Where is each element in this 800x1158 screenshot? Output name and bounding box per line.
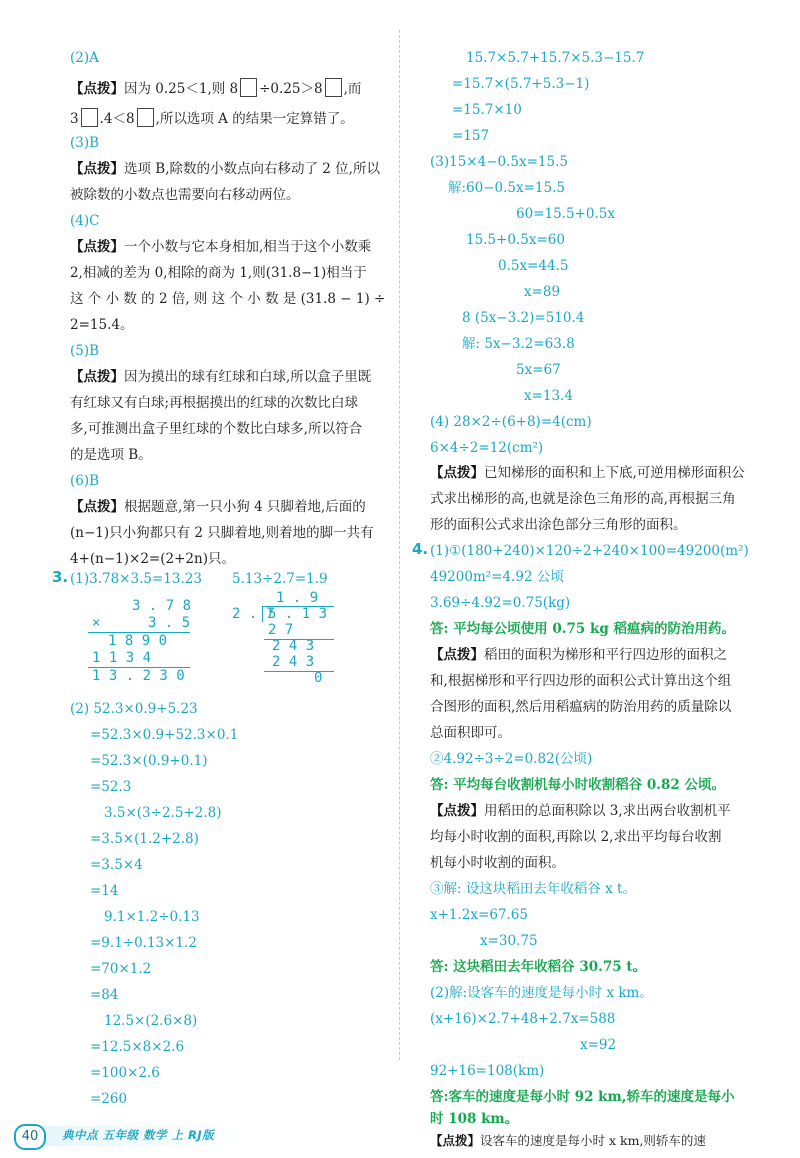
calc-line: =157	[452, 128, 490, 144]
blank-box	[81, 108, 98, 127]
tip-line: 【点拨】用稻田的总面积除以 3,求出两台收割机平	[430, 803, 731, 819]
page-number: 40	[14, 1124, 46, 1150]
tip-line: 均每小时收割的面积,再除以 2,求出平均每台收割	[430, 829, 722, 845]
tip-5-line2: 有红球又有白球;再根据摸出的红球的次数比白球	[70, 395, 359, 411]
calc-line: (2) 52.3×0.9+5.23	[70, 701, 198, 717]
tip-4-line1: 【点拨】一个小数与它本身相加,相当于这个小数乘	[70, 239, 372, 255]
equation-line: (2)解:设客车的速度是每小时 x km。	[430, 985, 653, 1001]
equation-line: 解:60−0.5x=15.5	[448, 180, 565, 196]
page-footer	[14, 1124, 254, 1146]
equation-line: 60=15.5+0.5x	[516, 206, 615, 222]
mult-row-1: 3 . 7 8	[132, 598, 192, 614]
div-row-2: 2 4 3	[272, 638, 315, 654]
calc-line: 3.5×(3÷2.5+2.8)	[104, 805, 222, 821]
answer-line: 答: 这块稻田去年收稻谷 30.75 t。	[430, 959, 647, 975]
calc-line: =14	[90, 883, 119, 899]
answer-line: 时 108 km。	[430, 1111, 519, 1127]
equation-line: x+1.2x=67.65	[430, 907, 528, 923]
equation-line: (x+16)×2.7+48+2.7x=588	[430, 1011, 616, 1027]
calc-line: =84	[90, 987, 119, 1003]
answer-2: (2)A	[70, 50, 99, 66]
tip-5-line1: 【点拨】因为摸出的球有红球和白球,所以盒子里既	[70, 369, 372, 385]
answer-4: (4)C	[70, 213, 100, 229]
question-number-3: 3.	[52, 568, 69, 586]
tip-q4-line2: 式求出梯形的高,也就是涂色三角形的高,再根据三角	[430, 491, 736, 507]
equation-line: 0.5x=44.5	[498, 258, 569, 274]
calc-line: =3.5×4	[90, 857, 143, 873]
answer-6: (6)B	[70, 473, 100, 489]
calc-line: =52.3×0.9+52.3×0.1	[90, 727, 239, 743]
q3-calc-2: 5.13÷2.7=1.9	[232, 571, 328, 587]
tip-4-line4: 2=15.4。	[70, 317, 134, 333]
answer-line: 答: 平均每公顷使用 0.75 kg 稻瘟病的防治用药。	[430, 621, 735, 637]
equation-line: 15.5+0.5x=60	[466, 232, 565, 248]
tip-2-line1: 【点拨】因为 0.25＜1,则 8 ÷0.25＞8 ,而	[70, 78, 361, 98]
blank-box	[325, 78, 342, 97]
tip-4-line2: 2,相减的差为 0,相除的商为 1,则(31.8−1)相当于	[70, 265, 367, 281]
calc-line: =70×1.2	[90, 961, 152, 977]
answer-5: (5)B	[70, 343, 100, 359]
tip-6-line2: (n−1)只小狗都只有 2 只脚着地,则着地的脚一共有	[70, 525, 374, 541]
div-row-4: 0	[314, 670, 323, 686]
answer-line: 答: 平均每台收割机每小时收割稻谷 0.82 公顷。	[430, 777, 725, 793]
div-dividend: 5 . 1 3	[268, 606, 328, 622]
equation-line: ③解: 设这块稻田去年收稻谷 x t。	[430, 881, 636, 897]
calc-line: =100×2.6	[90, 1065, 160, 1081]
mult-row-2: 3 . 5	[148, 615, 191, 631]
tip-q4-line1: 【点拨】已知梯形的面积和上下底,可逆用梯形面积公	[430, 465, 745, 481]
column-divider	[399, 30, 400, 1060]
q3-calc-1: (1)3.78×3.5=13.23	[70, 571, 202, 587]
blank-box	[240, 78, 257, 97]
calc-line: (4) 28×2÷(6+8)=4(cm)	[430, 414, 592, 430]
vertical-multiplication	[88, 598, 198, 684]
blank-box	[137, 108, 154, 127]
calc-line: (1)①(180+240)×120÷2+240×100=49200(m²)	[430, 543, 749, 559]
calc-line: =3.5×(1.2+2.8)	[90, 831, 199, 847]
tip-5-line3: 多,可推测出盒子里红球的个数比白球多,所以符合	[70, 421, 363, 437]
calc-line: =52.3×(0.9+0.1)	[90, 753, 208, 769]
tip-line: 【点拨】稻田的面积为梯形和平行四边形的面积之	[430, 647, 727, 663]
calc-line: =15.7×10	[452, 102, 522, 118]
equation-line: x=30.75	[480, 933, 538, 949]
mult-row-4: 1 1 3 4	[92, 650, 152, 666]
tip-line: 和,根据梯形和平行四边形的面积公式计算出这个组	[430, 673, 732, 689]
tip-6-line1: 【点拨】根据题意,第一只小狗 4 只脚着地,后面的	[70, 499, 366, 515]
long-division	[232, 590, 342, 686]
tip-6-line3: 4+(n−1)×2=(2+2n)只。	[70, 551, 235, 567]
calc-line: 15.7×5.7+15.7×5.3−15.7	[466, 50, 645, 66]
calc-line: 49200m²=4.92 公顷	[430, 569, 564, 585]
calc-line: 92+16=108(km)	[430, 1063, 545, 1079]
tip-line: 合图形的面积,然后用稻瘟病的防治用药的质量除以	[430, 699, 732, 715]
div-quotient: 1 . 9	[276, 590, 319, 606]
answer-3: (3)B	[70, 135, 100, 151]
equation-line: x=13.4	[524, 388, 573, 404]
calc-line: =260	[90, 1091, 128, 1107]
calc-line: 9.1×1.2÷0.13	[104, 909, 200, 925]
tip-line: 总面积即可。	[430, 725, 511, 741]
equation-line: 解: 5x−3.2=63.8	[462, 336, 575, 352]
calc-line: =15.7×(5.7+5.3−1)	[452, 76, 590, 92]
calc-line: =52.3	[90, 779, 132, 795]
answer-line: 答:客车的速度是每小时 92 km,轿车的速度是每小	[430, 1089, 735, 1105]
calc-line: =9.1÷0.13×1.2	[90, 935, 197, 951]
calc-line: 12.5×(2.6×8)	[104, 1013, 198, 1029]
div-line-2	[264, 671, 334, 672]
tip-2-line2: 3 .4＜8 ,所以选项 A 的结果一定算错了。	[70, 108, 354, 128]
div-divisor: 2 . 7	[232, 606, 275, 622]
equation-line: (3)15×4−0.5x=15.5	[430, 154, 568, 170]
equation-line: x=89	[524, 284, 561, 300]
calc-line: 3.69÷4.92=0.75(kg)	[430, 595, 571, 611]
equation-line: 8 (5x−3.2)=510.4	[462, 310, 585, 326]
div-row-1: 2 7	[268, 622, 294, 638]
tip-5-line4: 的是选项 B。	[70, 447, 152, 463]
question-number-4: 4.	[412, 540, 429, 558]
mult-row-3: 1 8 9 0	[108, 633, 168, 649]
mult-row-5: 1 3 . 2 3 0	[92, 668, 185, 684]
tip-label: 【点拨】	[70, 81, 124, 97]
div-row-3: 2 4 3	[272, 654, 315, 670]
tip-q4-line3: 形的面积公式求出涂色部分三角形的面积。	[430, 517, 687, 533]
tip-4-line3: 这 个 小 数 的 2 倍, 则 这 个 小 数 是 (31.8 − 1) ÷	[70, 291, 386, 307]
mult-sign: ×	[92, 615, 101, 631]
equation-line: 5x=67	[516, 362, 561, 378]
equation-line: x=92	[580, 1037, 617, 1053]
calc-line: 6×4÷2=12(cm²)	[430, 440, 544, 456]
book-title: 典中点 五年级 数学 上 RJ版	[62, 1128, 215, 1142]
calc-line: =12.5×8×2.6	[90, 1039, 185, 1055]
tip-3-line2: 被除数的小数点也需要向右移动两位。	[70, 187, 300, 203]
tip-line: 机每小时收割的面积。	[430, 855, 565, 871]
tip-3-line1: 【点拨】选项 B,除数的小数点向右移动了 2 位,所以	[70, 161, 380, 177]
calc-line: ②4.92÷3÷2=0.82(公顷)	[430, 751, 593, 767]
tip-last-line1: 【点拨】设客车的速度是每小时 x km,则轿车的速	[430, 1133, 706, 1148]
